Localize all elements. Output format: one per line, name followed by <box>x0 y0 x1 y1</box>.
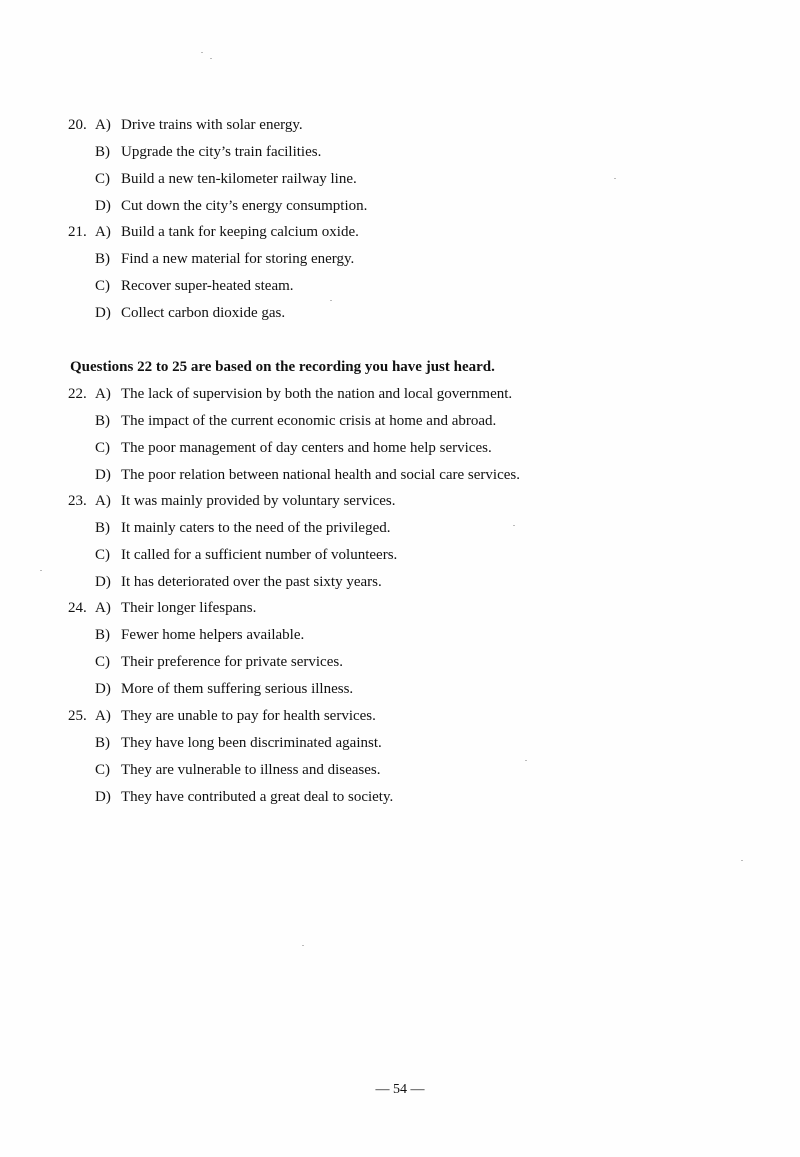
option-letter: A) <box>95 493 111 509</box>
scan-speck <box>741 860 743 861</box>
option-letter: A) <box>95 117 111 133</box>
question-number: 24. <box>68 600 87 616</box>
option-text: They have contributed a great deal to society. <box>121 789 394 805</box>
option-letter: B) <box>95 251 110 267</box>
option-text: Build a tank for keeping calcium oxide. <box>121 224 359 240</box>
option-text: Collect carbon dioxide gas. <box>121 305 286 321</box>
option-letter: B) <box>95 520 110 536</box>
option-letter: C) <box>95 654 110 670</box>
option-letter: D) <box>95 198 111 214</box>
option-text: Their preference for private services. <box>121 654 343 670</box>
scan-speck <box>513 525 515 526</box>
option-letter: D) <box>95 305 111 321</box>
scan-speck <box>40 570 42 571</box>
option-letter: D) <box>95 789 111 805</box>
option-text: It has deteriorated over the past sixty years. <box>121 574 382 590</box>
option-text: It was mainly provided by voluntary services. <box>121 493 396 509</box>
option-text: Build a new ten-kilometer railway line. <box>121 171 357 187</box>
option-text: The lack of supervision by both the nation and local government. <box>121 386 513 402</box>
question-number: 25. <box>68 708 87 724</box>
option-letter: D) <box>95 681 111 697</box>
option-letter: B) <box>95 735 110 751</box>
option-text: Upgrade the city’s train facilities. <box>121 144 322 160</box>
option-text: The poor management of day centers and home help services. <box>121 440 492 456</box>
option-text: They are unable to pay for health services. <box>121 708 376 724</box>
option-letter: C) <box>95 278 110 294</box>
scan-speck <box>614 178 616 179</box>
page-number: — 54 — <box>375 1082 425 1097</box>
question-number: 22. <box>68 386 87 402</box>
option-letter: D) <box>95 574 111 590</box>
scan-speck <box>330 300 332 301</box>
scan-speck <box>201 52 203 53</box>
option-letter: B) <box>95 627 110 643</box>
option-letter: A) <box>95 224 111 240</box>
option-text: The poor relation between national health and social care services. <box>121 467 520 483</box>
option-text: Find a new material for storing energy. <box>121 251 355 267</box>
option-text: Recover super-heated steam. <box>121 278 294 294</box>
option-text: They have long been discriminated against. <box>121 735 382 751</box>
question-number: 23. <box>68 493 87 509</box>
scan-speck <box>302 945 304 946</box>
option-letter: C) <box>95 762 110 778</box>
scan-speck <box>525 760 527 761</box>
option-text: The impact of the current economic crisis at home and abroad. <box>121 413 497 429</box>
option-text: Fewer home helpers available. <box>121 627 305 643</box>
option-letter: A) <box>95 386 111 402</box>
option-text: More of them suffering serious illness. <box>121 681 354 697</box>
question-number: 21. <box>68 224 87 240</box>
option-text: It called for a sufficient number of volunteers. <box>121 547 398 563</box>
section-heading: Questions 22 to 25 are based on the recording you have just heard. <box>70 359 495 375</box>
option-text: Their longer lifespans. <box>121 600 257 616</box>
question-number: 20. <box>68 117 87 133</box>
option-letter: C) <box>95 171 110 187</box>
option-letter: A) <box>95 600 111 616</box>
option-letter: A) <box>95 708 111 724</box>
scan-speck <box>210 58 212 59</box>
option-letter: C) <box>95 440 110 456</box>
option-text: They are vulnerable to illness and diseases. <box>121 762 381 778</box>
option-letter: B) <box>95 413 110 429</box>
option-text: It mainly caters to the need of the privileged. <box>121 520 391 536</box>
option-text: Cut down the city’s energy consumption. <box>121 198 368 214</box>
option-letter: C) <box>95 547 110 563</box>
option-letter: D) <box>95 467 111 483</box>
option-text: Drive trains with solar energy. <box>121 117 303 133</box>
option-letter: B) <box>95 144 110 160</box>
